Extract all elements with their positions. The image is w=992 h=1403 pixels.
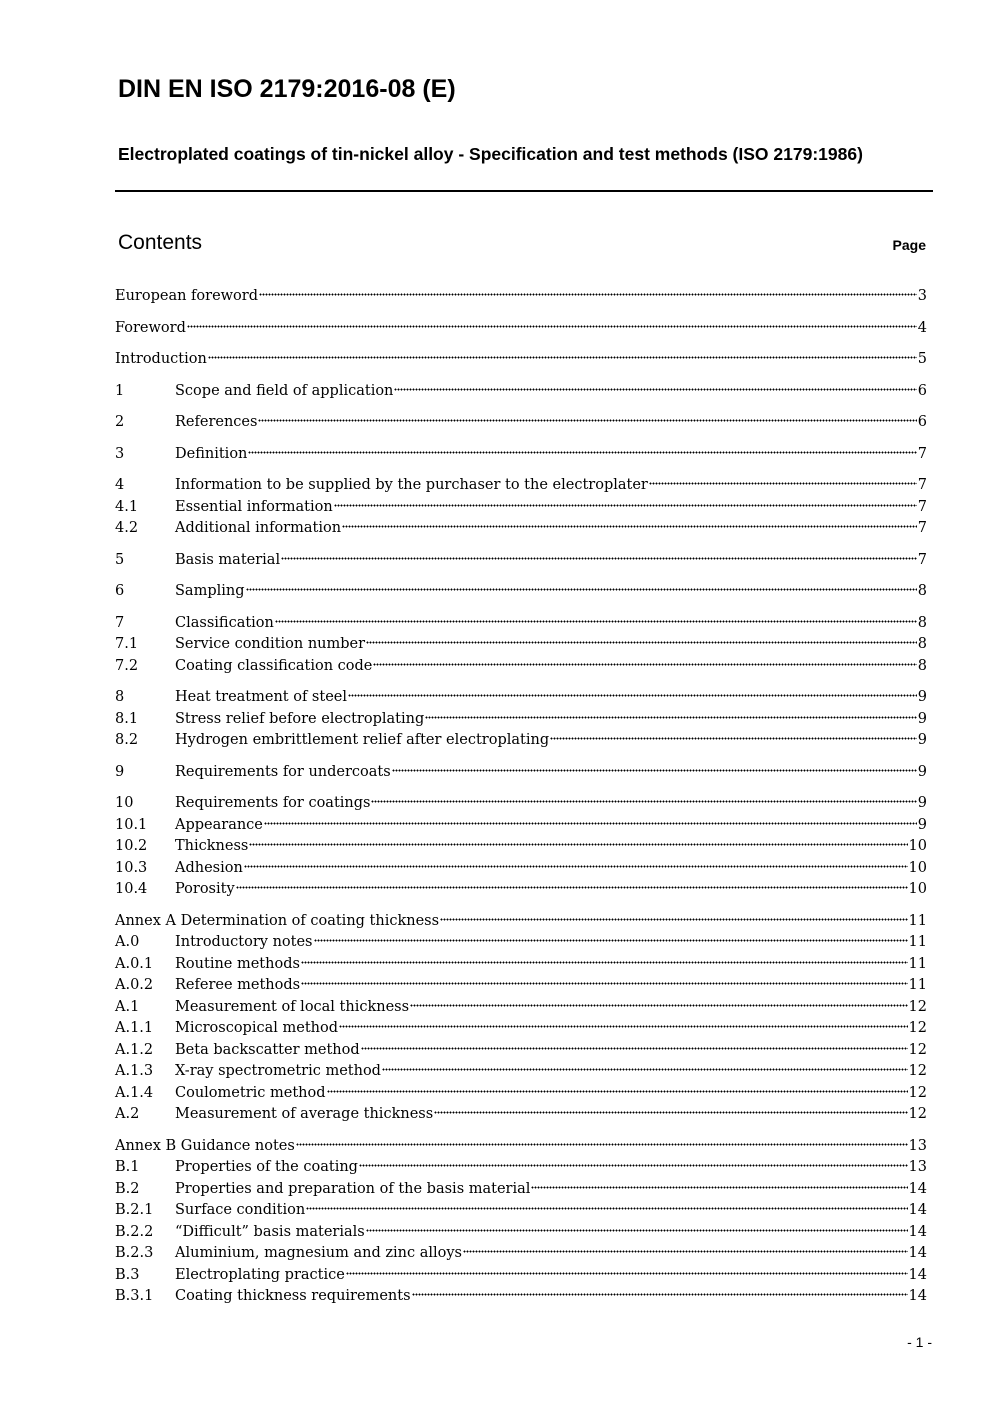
toc-entry[interactable]: [115, 730, 927, 752]
toc-entry-page[interactable]: 11: [908, 955, 927, 972]
toc-entry-page[interactable]: 8: [917, 583, 927, 599]
toc-dot-leader: [359, 1164, 908, 1167]
toc-entry-number: 8.1: [115, 710, 139, 727]
toc-entry-title[interactable]: Foreword: [115, 319, 186, 336]
toc-entry[interactable]: [115, 518, 927, 540]
toc-entry-page[interactable]: 14: [908, 1202, 927, 1218]
toc-entry-page[interactable]: 12: [908, 1106, 927, 1122]
toc-entry-number: A.1.1: [115, 1020, 154, 1036]
contents-heading: Contents: [118, 231, 203, 254]
toc-entry-page[interactable]: 7: [917, 445, 927, 462]
toc-entry[interactable]: [115, 1061, 927, 1083]
toc-entry[interactable]: [115, 286, 927, 308]
toc-dot-leader: [425, 716, 917, 719]
toc-entry-page[interactable]: 3: [917, 288, 927, 304]
toc-dot-leader: [306, 1207, 907, 1210]
toc-entry-page[interactable]: 9: [917, 732, 927, 748]
toc-entry[interactable]: [115, 550, 927, 572]
toc-entry-number: 7: [115, 614, 125, 631]
toc-entry-title[interactable]: Sampling: [175, 583, 245, 599]
toc-entry-number: A.1.4: [115, 1084, 154, 1101]
toc-entry[interactable]: [115, 911, 927, 933]
toc-dot-leader: [249, 843, 907, 846]
toc-dot-leader: [275, 620, 917, 623]
toc-dot-leader: [392, 769, 917, 772]
toc-entry-title[interactable]: Beta backscatter method: [175, 1041, 360, 1058]
toc-entry-title[interactable]: Electroplating practice: [175, 1266, 345, 1283]
toc-entry-number: A.0.2: [115, 977, 154, 993]
toc-entry-page[interactable]: 12: [908, 1020, 927, 1036]
toc-dot-leader: [264, 822, 917, 825]
toc-entry-title[interactable]: Thickness: [175, 838, 249, 854]
toc-entry-title[interactable]: Stress relief before electroplating: [175, 710, 425, 727]
toc-entry-title[interactable]: Hydrogen embrittlement relief after electroplating: [175, 732, 550, 748]
toc-entry-title[interactable]: Porosity: [175, 881, 235, 897]
toc-entry[interactable]: [115, 1040, 927, 1062]
toc-entry-number: B.2.2: [115, 1223, 154, 1240]
toc-entry-number: 10.3: [115, 859, 148, 876]
toc-entry[interactable]: [115, 1157, 927, 1179]
toc-entry-number: 10.1: [115, 816, 148, 833]
table-of-contents: [115, 286, 927, 1308]
toc-entry-number: A.0: [115, 934, 140, 950]
toc-dot-leader: [334, 504, 917, 507]
toc-entry-title[interactable]: Annex B Guidance notes: [115, 1137, 295, 1154]
toc-entry[interactable]: [115, 613, 927, 635]
toc-dot-leader: [327, 1090, 908, 1093]
toc-entry-page[interactable]: 7: [917, 520, 927, 536]
toc-entry-page[interactable]: 6: [917, 414, 927, 430]
toc-entry-title[interactable]: European foreword: [115, 288, 259, 304]
toc-entry-page[interactable]: 14: [908, 1288, 927, 1304]
title-divider: [115, 190, 933, 192]
toc-entry-page[interactable]: 12: [908, 1063, 927, 1079]
document-subtitle: Electroplated coatings of tin-nickel alloy - Specification and test methods (ISO 2179:1986): [118, 144, 863, 164]
toc-entry-number: A.1.3: [115, 1063, 154, 1079]
toc-entry-page[interactable]: 8: [917, 614, 927, 631]
toc-entry-page[interactable]: 12: [908, 1041, 927, 1058]
toc-entry-number: 10.2: [115, 838, 148, 854]
toc-dot-leader: [412, 1293, 908, 1296]
toc-entry-page[interactable]: 14: [908, 1266, 927, 1283]
toc-dot-leader: [339, 1025, 908, 1028]
toc-entry-page[interactable]: 7: [917, 551, 927, 568]
toc-entry[interactable]: [115, 1222, 927, 1244]
toc-entry-title[interactable]: Introductory notes: [175, 934, 313, 950]
toc-entry[interactable]: [115, 762, 927, 784]
toc-entry-title[interactable]: Scope and field of application: [175, 382, 394, 399]
toc-entry-title[interactable]: Service condition number: [175, 636, 366, 652]
toc-entry-number: 6: [115, 583, 125, 599]
toc-entry-page[interactable]: 11: [908, 912, 927, 929]
toc-entry[interactable]: [115, 815, 927, 837]
toc-entry-title[interactable]: Microscopical method: [175, 1020, 338, 1036]
toc-entry-title[interactable]: Appearance: [175, 816, 263, 833]
toc-dot-leader: [361, 1047, 908, 1050]
toc-entry-page[interactable]: 6: [917, 382, 927, 399]
toc-entry-title[interactable]: Introduction: [115, 351, 207, 367]
toc-dot-leader: [373, 663, 916, 666]
toc-entry-number: B.3.1: [115, 1288, 154, 1304]
toc-entry-title[interactable]: Information to be supplied by the purchaser to the electroplater: [175, 477, 648, 493]
toc-entry-number: 10: [115, 795, 134, 811]
toc-dot-leader: [301, 982, 907, 985]
toc-entry-page[interactable]: 11: [908, 934, 927, 950]
toc-entry-page[interactable]: 10: [908, 838, 927, 854]
toc-dot-leader: [296, 1143, 908, 1146]
toc-entry-number: 4.1: [115, 498, 139, 515]
toc-entry-page[interactable]: 10: [908, 881, 927, 897]
toc-entry-page[interactable]: 9: [917, 795, 927, 811]
toc-dot-leader: [366, 641, 917, 644]
toc-entry-number: 3: [115, 445, 125, 462]
toc-entry-page[interactable]: 12: [908, 1084, 927, 1101]
toc-dot-leader: [187, 325, 917, 328]
toc-entry-number: B.3: [115, 1266, 140, 1283]
toc-entry[interactable]: [115, 412, 927, 434]
toc-entry-page[interactable]: 14: [908, 1245, 927, 1261]
toc-entry-title[interactable]: Adhesion: [175, 859, 243, 876]
toc-dot-leader: [348, 694, 917, 697]
toc-entry[interactable]: [115, 1104, 927, 1126]
toc-entry-number: B.1: [115, 1159, 140, 1175]
toc-dot-leader: [259, 293, 917, 296]
toc-entry-title[interactable]: “Difficult” basis materials: [175, 1223, 365, 1240]
toc-entry-title[interactable]: Additional information: [175, 520, 342, 536]
toc-entry-page[interactable]: 9: [917, 763, 927, 780]
toc-entry-title[interactable]: Classification: [175, 614, 274, 631]
toc-entry-page[interactable]: 7: [917, 498, 927, 515]
toc-entry-number: B.2.3: [115, 1245, 154, 1261]
toc-entry-page[interactable]: 12: [908, 998, 927, 1015]
toc-entry-title[interactable]: Annex A Determination of coating thickness: [115, 912, 440, 929]
page-column-label: Page: [892, 237, 926, 253]
toc-entry-title[interactable]: X-ray spectrometric method: [175, 1063, 381, 1079]
toc-entry[interactable]: [115, 932, 927, 954]
toc-entry[interactable]: [115, 879, 927, 901]
toc-dot-leader: [248, 451, 916, 454]
toc-dot-leader: [236, 886, 908, 889]
document-title: DIN EN ISO 2179:2016-08 (E): [118, 75, 456, 103]
toc-entry-page[interactable]: 14: [908, 1180, 927, 1197]
toc-entry-page[interactable]: 8: [917, 636, 927, 652]
toc-entry-number: 9: [115, 763, 125, 780]
toc-entry-title[interactable]: Requirements for undercoats: [175, 763, 391, 780]
toc-dot-leader: [301, 961, 908, 964]
toc-dot-leader: [531, 1186, 907, 1189]
toc-dot-leader: [208, 356, 917, 359]
toc-entry-title[interactable]: Coating thickness requirements: [175, 1288, 411, 1304]
toc-entry-number: A.0.1: [115, 955, 154, 972]
toc-dot-leader: [410, 1004, 907, 1007]
toc-entry-title[interactable]: Coulometric method: [175, 1084, 326, 1101]
toc-entry-title[interactable]: Properties and preparation of the basis material: [175, 1180, 531, 1197]
toc-dot-leader: [258, 419, 916, 422]
toc-entry-number: B.2: [115, 1180, 140, 1197]
toc-entry[interactable]: [115, 1136, 927, 1158]
toc-entry-title[interactable]: Coating classification code: [175, 657, 373, 674]
toc-entry-number: 5: [115, 551, 125, 568]
toc-entry[interactable]: [115, 1200, 927, 1222]
toc-dot-leader: [314, 939, 908, 942]
toc-entry-title[interactable]: Basis material: [175, 551, 281, 568]
toc-entry[interactable]: [115, 581, 927, 603]
toc-entry[interactable]: [115, 858, 927, 880]
toc-entry[interactable]: [115, 656, 927, 678]
toc-entry[interactable]: [115, 1179, 927, 1201]
toc-entry-page[interactable]: 9: [917, 710, 927, 727]
toc-entry-title[interactable]: Heat treatment of steel: [175, 689, 347, 705]
toc-dot-leader: [281, 557, 917, 560]
toc-dot-leader: [246, 588, 917, 591]
toc-dot-leader: [463, 1250, 908, 1253]
toc-dot-leader: [244, 865, 908, 868]
toc-dot-leader: [366, 1229, 908, 1232]
toc-entry[interactable]: [115, 836, 927, 858]
toc-entry[interactable]: [115, 1286, 927, 1308]
toc-entry-title[interactable]: Requirements for coatings: [175, 795, 371, 811]
toc-entry[interactable]: [115, 318, 927, 340]
toc-entry[interactable]: [115, 954, 927, 976]
toc-entry[interactable]: [115, 687, 927, 709]
toc-entry[interactable]: [115, 497, 927, 519]
toc-dot-leader: [342, 525, 917, 528]
toc-entry[interactable]: [115, 1018, 927, 1040]
toc-entry-number: A.1.2: [115, 1041, 154, 1058]
toc-entry[interactable]: [115, 381, 927, 403]
toc-entry[interactable]: [115, 1243, 927, 1265]
toc-entry-number: 8.2: [115, 732, 139, 748]
toc-entry-number: 10.4: [115, 881, 148, 897]
toc-dot-leader: [371, 800, 916, 803]
toc-entry-number: A.2: [115, 1106, 140, 1122]
toc-entry-page[interactable]: 9: [917, 816, 927, 833]
toc-entry-page[interactable]: 7: [917, 477, 927, 493]
toc-entry-page[interactable]: 8: [917, 657, 927, 674]
toc-entry-number: 7.1: [115, 636, 139, 652]
toc-entry-title[interactable]: Properties of the coating: [175, 1159, 358, 1175]
toc-entry[interactable]: [115, 444, 927, 466]
toc-entry-number: 4.2: [115, 520, 139, 536]
toc-entry-number: B.2.1: [115, 1202, 154, 1218]
toc-entry-page[interactable]: 13: [908, 1159, 927, 1175]
toc-entry-title[interactable]: Routine methods: [175, 955, 300, 972]
toc-dot-leader: [394, 388, 916, 391]
toc-entry-title[interactable]: Aluminium, magnesium and zinc alloys: [175, 1245, 462, 1261]
toc-entry[interactable]: [115, 975, 927, 997]
toc-dot-leader: [649, 482, 917, 485]
toc-entry-title[interactable]: References: [175, 414, 258, 430]
toc-entry-title[interactable]: Definition: [175, 445, 248, 462]
toc-entry-page[interactable]: 5: [917, 351, 927, 367]
toc-entry[interactable]: [115, 997, 927, 1019]
toc-entry[interactable]: [115, 349, 927, 371]
toc-entry[interactable]: [115, 1265, 927, 1287]
toc-dot-leader: [550, 737, 917, 740]
toc-entry-title[interactable]: Measurement of average thickness: [175, 1106, 434, 1122]
toc-entry[interactable]: [115, 634, 927, 656]
toc-dot-leader: [382, 1068, 908, 1071]
toc-entry-title[interactable]: Measurement of local thickness: [175, 998, 410, 1015]
toc-entry-number: 1: [115, 382, 125, 399]
toc-entry-title[interactable]: Referee methods: [175, 977, 301, 993]
toc-dot-leader: [440, 918, 907, 921]
toc-entry-page[interactable]: 11: [908, 977, 927, 993]
toc-entry[interactable]: [115, 475, 927, 497]
toc-entry-number: 2: [115, 414, 125, 430]
toc-entry-number: 8: [115, 689, 125, 705]
toc-entry[interactable]: [115, 1083, 927, 1105]
toc-entry-page[interactable]: 4: [917, 319, 927, 336]
toc-entry-page[interactable]: 14: [908, 1223, 927, 1240]
toc-entry-title[interactable]: Essential information: [175, 498, 333, 515]
toc-entry-number: 7.2: [115, 657, 139, 674]
toc-entry-title[interactable]: Surface condition: [175, 1202, 306, 1218]
toc-entry-number: 4: [115, 477, 125, 493]
toc-dot-leader: [346, 1272, 908, 1275]
toc-dot-leader: [434, 1111, 907, 1114]
toc-entry-page[interactable]: 9: [917, 689, 927, 705]
toc-entry[interactable]: [115, 793, 927, 815]
footer-page-number: - 1 -: [907, 1334, 932, 1350]
toc-entry-number: A.1: [115, 998, 140, 1015]
toc-entry[interactable]: [115, 709, 927, 731]
toc-entry-page[interactable]: 13: [908, 1137, 927, 1154]
toc-entry-page[interactable]: 10: [908, 859, 927, 876]
